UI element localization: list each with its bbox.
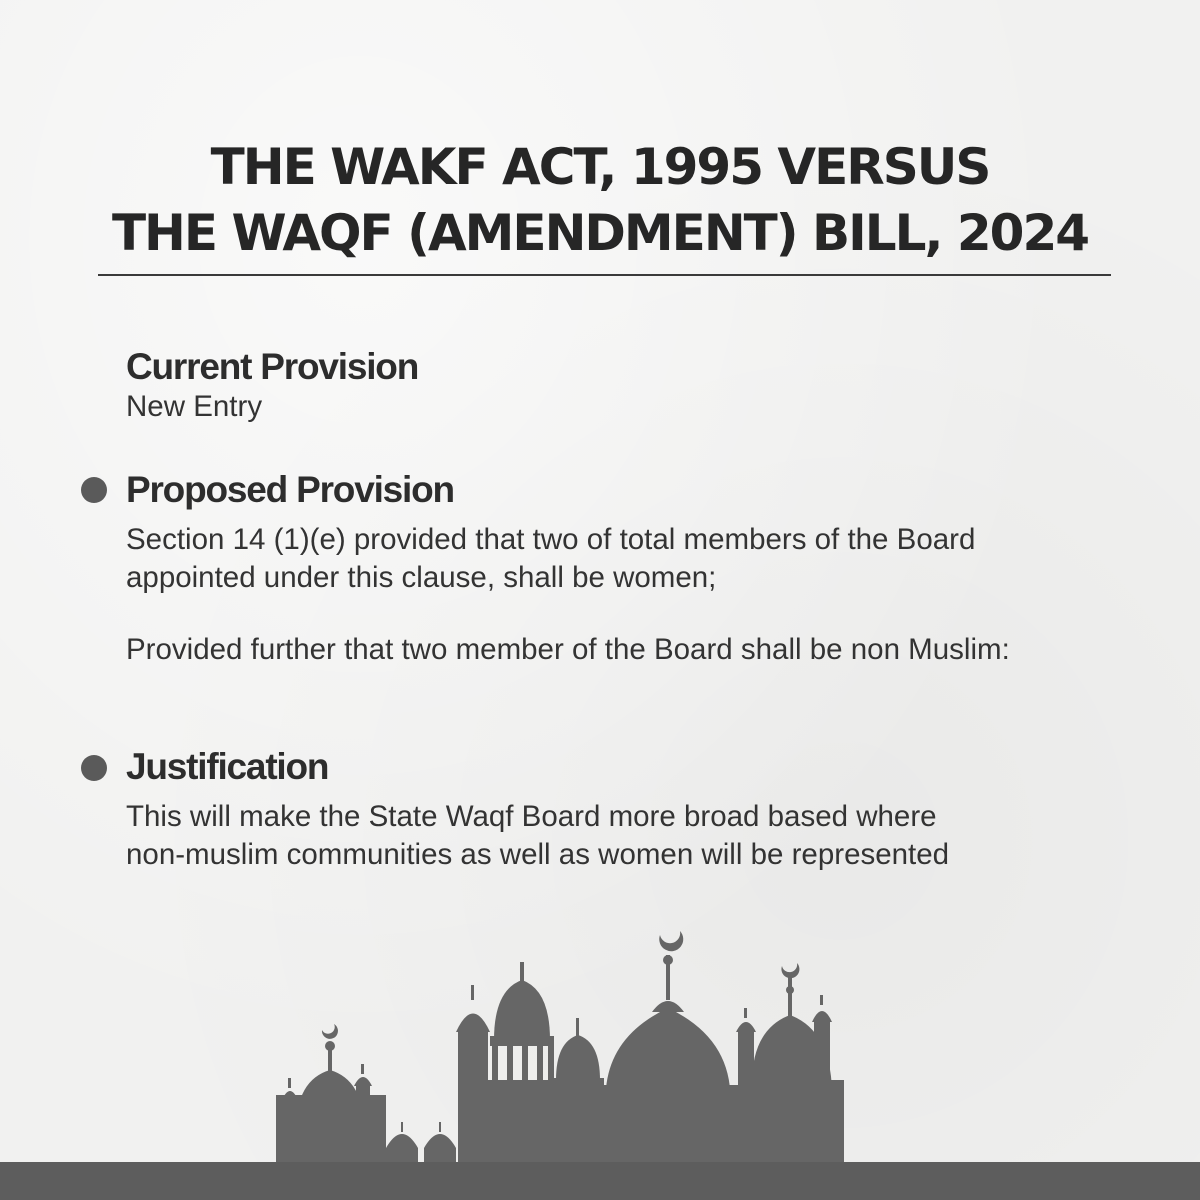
title-line-1: THE WAKF ACT, 1995 VERSUS xyxy=(210,138,990,196)
current-provision-text: New Entry xyxy=(126,390,263,423)
proposed-provision-heading: Proposed Provision xyxy=(126,469,454,510)
justification-line-2: non-muslim communities as well as women will be represented xyxy=(126,838,950,871)
mosque-silhouette-icon xyxy=(0,920,1200,1165)
proposed-provision-paragraph-2: Provided further that two member of the Board shall be non Muslim: xyxy=(126,633,1010,666)
justification-line-1: This will make the State Waqf Board more broad based where xyxy=(126,800,937,833)
page-title xyxy=(0,134,1200,266)
proposed-provision-line-1: Section 14 (1)(e) provided that two of total members of the Board xyxy=(126,523,976,556)
footer-bar xyxy=(0,1162,1200,1200)
justification-section xyxy=(126,746,1126,874)
title-line-2: THE WAQF (AMENDMENT) BILL, 2024 xyxy=(111,204,1089,262)
current-provision-section xyxy=(126,346,1126,426)
current-provision-heading: Current Provision xyxy=(126,346,419,387)
justification-heading: Justification xyxy=(126,746,329,787)
proposed-provision-line-2: appointed under this clause, shall be women; xyxy=(126,561,717,594)
bullet-icon xyxy=(81,755,107,781)
bullet-icon xyxy=(81,477,107,503)
proposed-provision-section xyxy=(126,469,1126,669)
title-divider xyxy=(98,274,1111,276)
